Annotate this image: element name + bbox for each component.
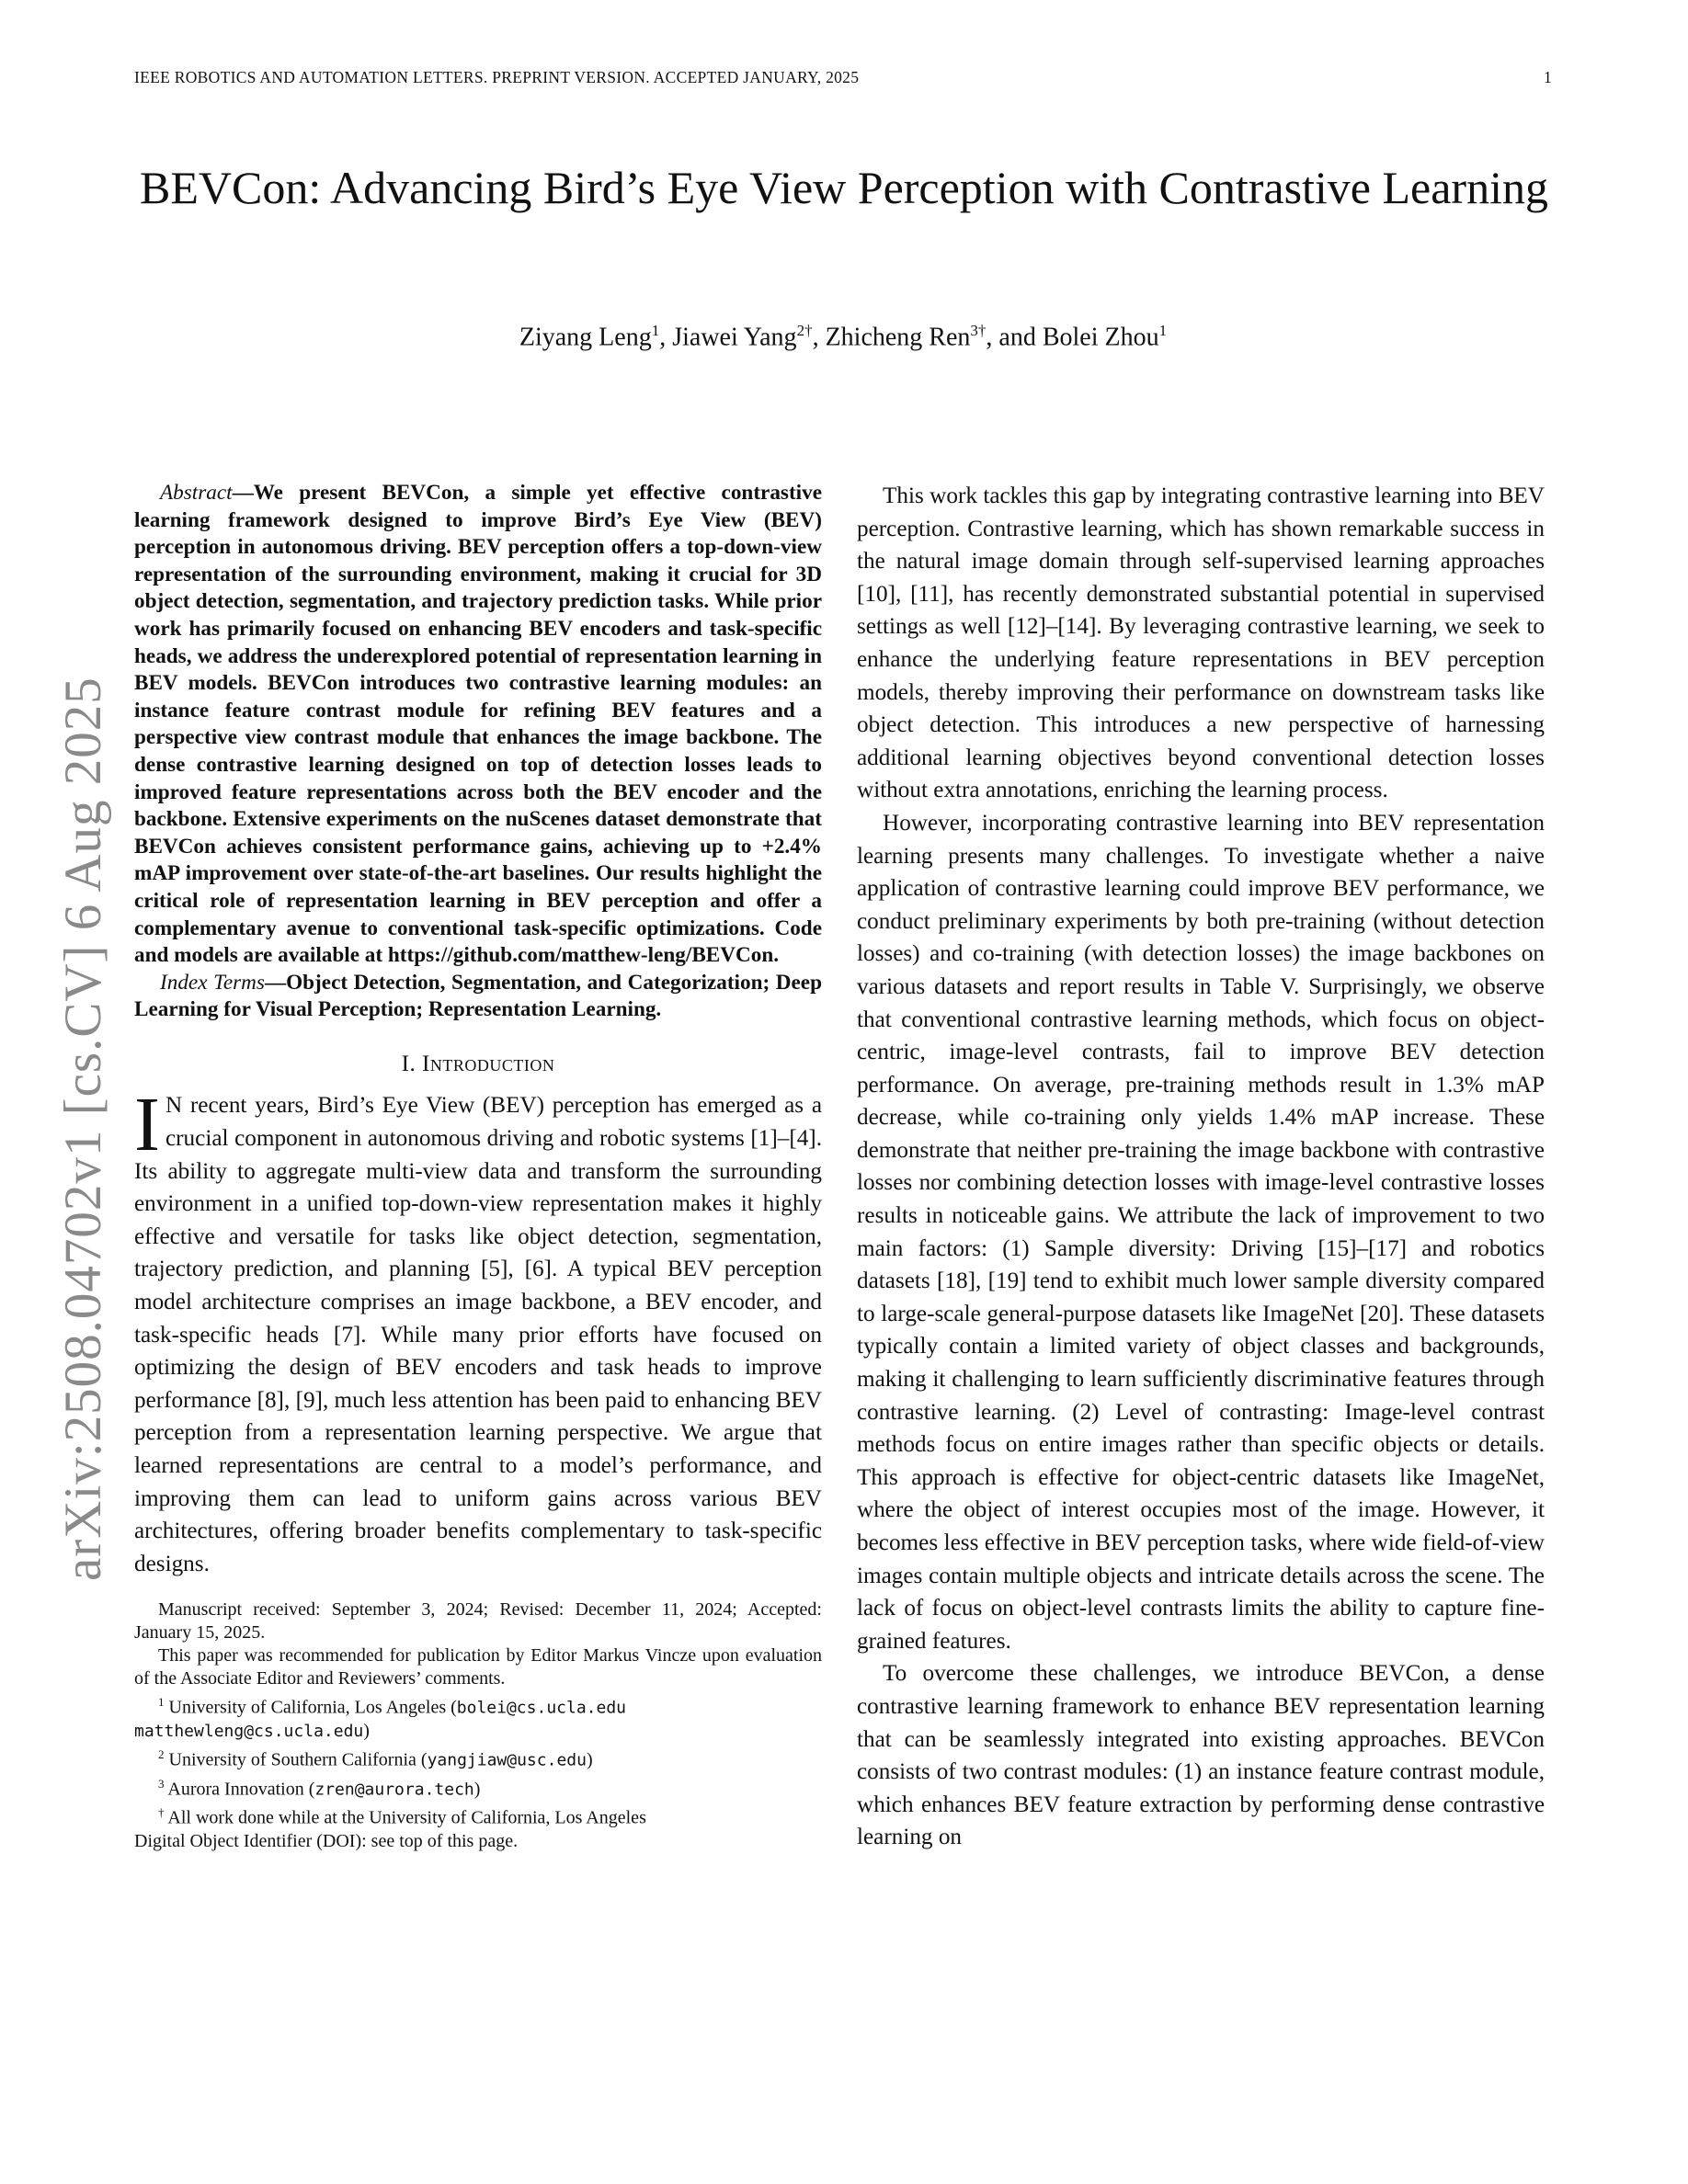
- drop-cap: I: [134, 1082, 160, 1168]
- email-link[interactable]: matthewleng@cs.ucla.edu: [134, 1722, 364, 1742]
- footnote-affiliation-1-cont: matthewleng@cs.ucla.edu): [134, 1721, 370, 1742]
- author-name: Bolei Zhou: [1042, 323, 1159, 352]
- footnote-affiliation-3: $^3$ Aurora Innovation (zren@aurora.tech): [158, 1776, 481, 1800]
- right-column: [857, 480, 1545, 1854]
- footnote-doi: Digital Object Identifier (DOI): see top of this page.: [134, 1831, 519, 1851]
- body-paragraph: This work tackles this gap by integrating contrastive learning into BEV perception. Contrastive learning, which has shown remarkable success in the natural image domain through self-supervised learning approaches [10], [11], has recently demonstrated substantial potential in supervised settings as well [12]–[14]. By leveraging contrastive learning, we seek to enhance the underlying feature representations in BEV perception models, thereby improving their performance on downstream tasks like object detection. This introduces a new perspective of harnessing additional learning objectives beyond conventional detection losses without extra annotations, enriching the learning process.: [857, 483, 1545, 803]
- intro-paragraph: [134, 1082, 822, 1580]
- footnotes: [134, 1598, 822, 1853]
- author-name: Zhicheng Ren: [825, 323, 971, 352]
- left-column: [134, 480, 822, 1853]
- author-name: Ziyang Leng: [519, 323, 652, 352]
- body-paragraph: To overcome these challenges, we introduce BEVCon, a dense contrastive learning framework to enhance BEV representation learning that can be seamlessly integrated into existing approaches. BEVCon consists of two contrast modules: (1) an instance feature contrast module, which enhances BEV feature extraction by performing dense contrastive learning on: [857, 1661, 1545, 1850]
- author-affiliation-mark: 3†: [970, 322, 987, 339]
- footnote-affiliation-1: $^1$ University of California, Los Angeles (bolei@cs.ucla.edu: [158, 1695, 627, 1719]
- journal-header: IEEE ROBOTICS AND AUTOMATION LETTERS. PREPRINT VERSION. ACCEPTED JANUARY, 2025: [134, 68, 860, 86]
- section-heading-introduction: I. Introduction: [401, 1051, 555, 1076]
- abstract-label: Abstract: [160, 481, 233, 505]
- author-affiliation-mark: 1: [651, 322, 660, 339]
- abstract-text: —We present BEVCon, a simple yet effective contrastive learning framework designed to improve Bird’s Eye View (BEV) perception in autonomous driving. BEV perception offers a top-down-view representation of the surrounding environment, making it crucial for 3D object detection, segmentation, and trajectory prediction tasks. While prior work has primarily focused on enhancing BEV encoders and task-specific heads, we address the underexplored potential of representation learning in BEV models. BEVCon introduces two contrastive learning modules: an instance feature contrast module for refining BEV features and a perspective view contrast module that enhances the image backbone. The dense contrastive learning designed on top of detection losses leads to improved feature representations across both the BEV encoder and the backbone. Extensive experiments on the nuScenes dataset demonstrate that BEVCon achieves consistent performance gains, achieving up to +2.4% mAP improvement over state-of-the-art baselines. Our results highlight the critical role of representation learning in BEV perception and offer a complementary avenue to conventional task-specific optimizations. Code and models are available at https://github.com/matthew-leng/BEVCon.: [134, 481, 822, 968]
- body-paragraph: However, incorporating contrastive learning into BEV representation learning presents many challenges. To investigate whether a naive application of contrastive learning could improve BEV performance, we conduct preliminary experiments by both pre-training (without detection losses) and co-training (with detection losses) the image backbones on various datasets and report results in Table V. Surprisingly, we observe that conventional contrastive learning methods, which focus on object-centric, image-level contrasts, fail to improve BEV detection performance. On average, pre-training methods result in 1.3% mAP decrease, while co-training only yields 1.4% mAP increase. These demonstrate that neither pre-training the image backbone with contrastive losses nor combining detection losses with image-level contrastive losses results in noticeable gains. We attribute the lack of improvement to two main factors: (1) Sample diversity: Driving [15]–[17] and robotics datasets [18], [19] tend to exhibit much lower sample diversity compared to large-scale general-purpose datasets like ImageNet [20]. These datasets typically contain a limited variety of object classes and backgrounds, making it challenging to learn sufficiently discriminative features through contrastive learning. (2) Level of contrasting: Image-level contrast methods focus on entire images rather than specific objects or details. This approach is effective for object-centric datasets like ImageNet, where the object of interest occupies most of the image. However, it becomes less effective in BEV perception tasks, where wide field-of-view images contain multiple objects and intricate details across the scene. The lack of focus on object-level contrasts limits the ability to capture fine-grained features.: [857, 810, 1545, 1654]
- running-head: [134, 68, 1552, 87]
- footnote-dagger: † All work done while at the University of California, Los Angeles: [158, 1805, 646, 1828]
- author-affiliation-mark: 2†: [796, 322, 813, 339]
- email-link[interactable]: zren@aurora.tech: [314, 1780, 474, 1800]
- email-link[interactable]: bolei@cs.ucla.edu: [456, 1699, 627, 1719]
- author-affiliation-mark: 1: [1158, 322, 1168, 339]
- index-terms-label: Index Terms: [160, 970, 265, 995]
- index-terms: [134, 970, 822, 1024]
- paper-title: BEVCon: Advancing Bird’s Eye View Perception with Contrastive Learning: [140, 162, 1548, 213]
- intro-text: N recent years, Bird’s Eye View (BEV) perception has emerged as a crucial component in autonomous driving and robotic systems [1]–[4]. Its ability to aggregate multi-view data and transform the surrounding environment in a unified top-down-view representation makes it highly effective and versatile for tasks like object detection, segmentation, trajectory prediction, and planning [5], [6]. A typical BEV perception model architecture comprises an image backbone, a BEV encoder, and task-specific heads [7]. While many prior efforts have focused on optimizing the design of BEV encoders and task heads to improve performance [8], [9], much less attention has been paid to enhancing BEV perception from a representation learning perspective. We argue that learned representations are central to a model’s performance, and improving them can lead to uniform gains across various BEV architectures, offering broader benefits complementary to task-specific designs.: [134, 1093, 822, 1576]
- page-number: 1: [1543, 68, 1552, 86]
- index-terms-text: —Object Detection, Segmentation, and Categorization; Deep Learning for Visual Perception; Representation Learning.: [134, 970, 822, 1022]
- author-name: Jiawei Yang: [672, 323, 797, 352]
- arxiv-stamp: arXiv:2508.04702v1 [cs.CV] 6 Aug 2025: [54, 677, 112, 1581]
- footnote-recommended: This paper was recommended for publication by Editor Markus Vincze upon evaluation of the Associate Editor and Reviewers’ comments.: [134, 1645, 822, 1689]
- abstract: [134, 480, 822, 970]
- email-link[interactable]: yangjiaw@usc.edu: [427, 1750, 587, 1770]
- author-list: Ziyang Leng$^1$, Jiawei Yang$^{2\dagger}$, Zhicheng Ren$^{3\dagger}$, and Bolei Zhou$^1$: [519, 322, 1168, 352]
- footnote-received: Manuscript received: September 3, 2024; Revised: December 11, 2024; Accepted: January 15, 2025.: [134, 1599, 822, 1644]
- footnote-affiliation-2: $^2$ University of Southern California (yangjiaw@usc.edu): [158, 1747, 593, 1770]
